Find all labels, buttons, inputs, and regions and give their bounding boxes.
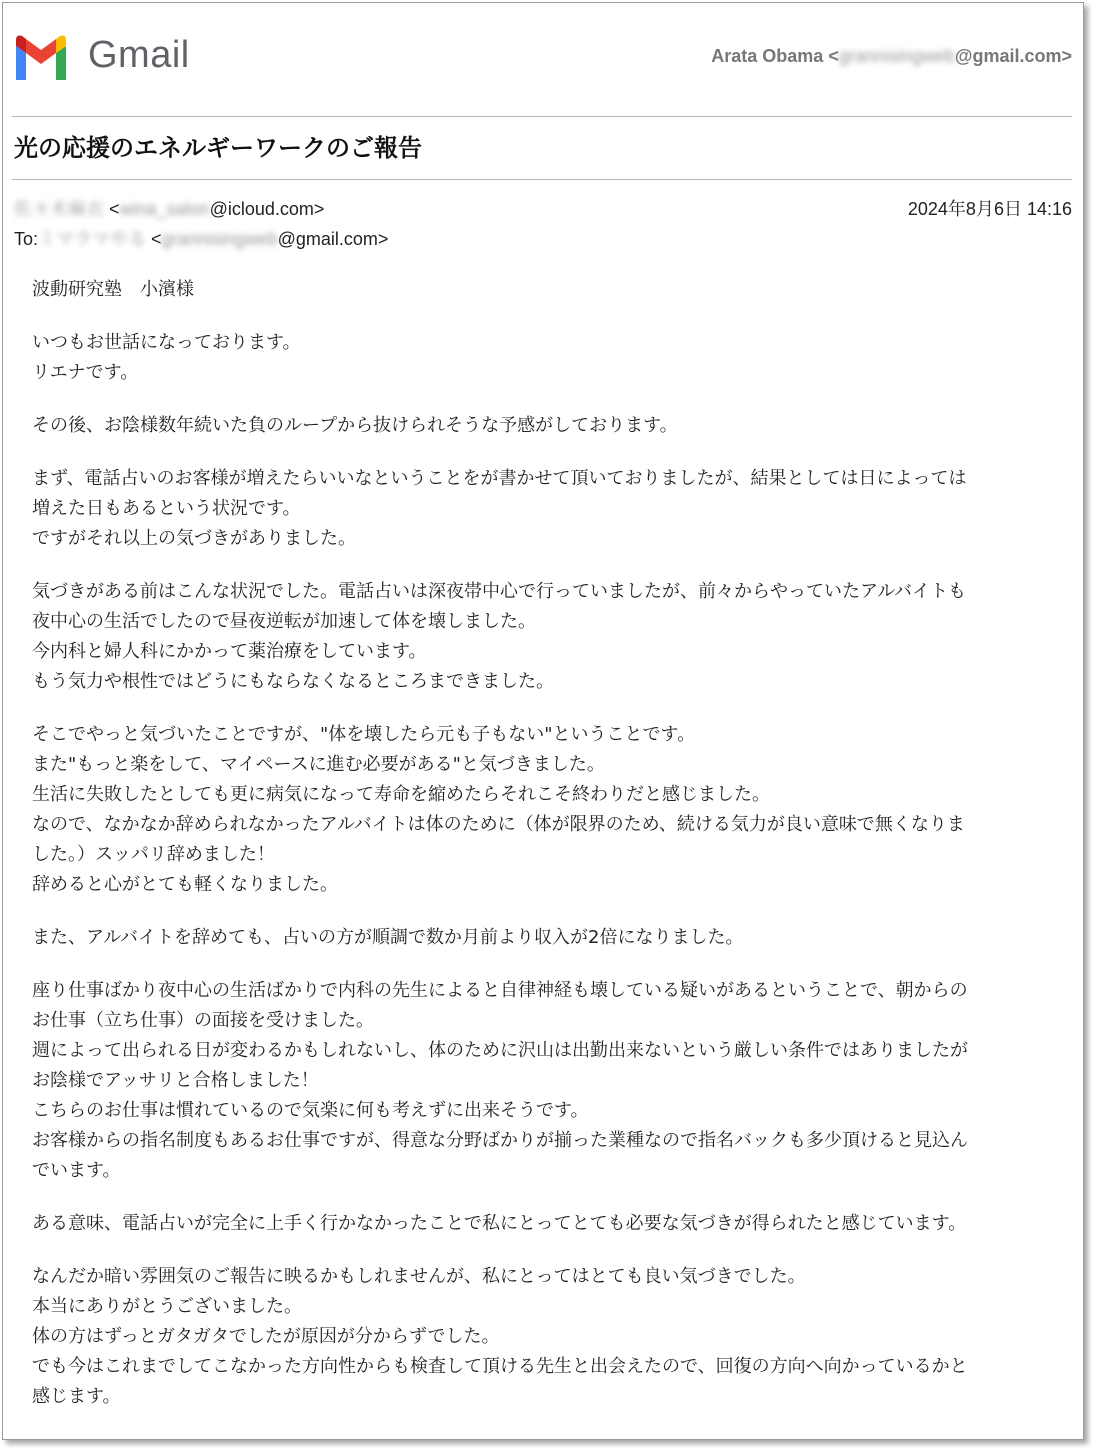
body-line: でも今はこれまでしてこなかった方向性からも検査して頂ける先生と出会えたので、回復の方向へ向かっているかと — [32, 1356, 968, 1377]
sender-name-redacted: 佐々木麻衣 — [14, 199, 104, 219]
body-line: こちらのお仕事は慣れているので気楽に何も考えずに出来そうです。 — [32, 1100, 589, 1121]
body-paragraph — [32, 720, 1052, 900]
body-line: お客様からの指名制度もあるお仕事ですが、得意な分野ばかりが揃った業種なので指名バックも多少頂けると見込ん — [32, 1130, 968, 1151]
body-line: 週によって出られる日が変わるかもしれないし、体のために沢山は出勤出来ないという厳しい条件ではありましたが — [32, 1040, 968, 1061]
account-info — [711, 46, 1072, 67]
gmail-header — [12, 30, 1072, 86]
body-line: ですがそれ以上の気づきがありました。 — [32, 528, 356, 549]
body-line: お陰様でアッサリと合格しました！ — [32, 1070, 319, 1091]
sender-email-open: < — [104, 199, 120, 219]
account-email-open: < — [828, 46, 839, 66]
body-line: もう気力や根性ではどうにもならなくなるところまできました。 — [32, 671, 554, 692]
gmail-wordmark: Gmail — [88, 34, 190, 76]
body-paragraph — [32, 411, 1052, 441]
body-line: した。）スッパリ辞めました！ — [32, 844, 275, 865]
body-line: なので、なかなか辞められなかったアルバイトは体のために（体が限界のため、続ける気力が良い意味で無くなりま — [32, 814, 965, 835]
sender-email-domain: @icloud.com> — [209, 199, 325, 219]
body-line: でいます。 — [32, 1160, 121, 1181]
body-line: 波動研究塾 小濱様 — [32, 279, 194, 300]
body-paragraph — [32, 1262, 1052, 1412]
body-line: 気づきがある前はこんな状況でした。電話占いは深夜帯中心で行っていましたが、前々からやっていたアルバイトも — [32, 581, 967, 602]
body-line: なんだか暗い雰囲気のご報告に映るかもしれませんが、私にとってはとても良い気づきでした。 — [32, 1266, 806, 1287]
body-paragraph — [32, 1209, 1052, 1239]
recipient-email-redacted: grannisingweb — [161, 229, 278, 249]
body-paragraph — [32, 275, 1052, 305]
body-paragraph — [32, 328, 1052, 388]
body-line: 今内科と婦人科にかかって薬治療をしています。 — [32, 641, 427, 662]
account-email-redacted: grannisingweb — [838, 46, 955, 66]
body-line: お仕事（立ち仕事）の面接を受けました。 — [32, 1010, 374, 1031]
account-name: Arata Obama — [711, 46, 824, 66]
email-date: 2024年8月6日 14:16 — [907, 199, 1072, 219]
body-line: 体の方はずっとガタガタでしたが原因が分からずでした。 — [32, 1326, 500, 1347]
body-paragraph — [32, 923, 1052, 953]
subject-divider — [12, 179, 1072, 180]
email-subject: 光の応援のエネルギーワークのご報告 — [14, 134, 422, 162]
body-line: ある意味、電話占いが完全に上手く行かなかったことで私にとってとても必要な気づきが得られたと感じています。 — [32, 1213, 967, 1234]
body-line: また、アルバイトを辞めても、占いの方が順調で数か月前より収入が2倍になりました。 — [32, 927, 744, 948]
sender-row — [14, 195, 1072, 221]
recipient-email-domain: @gmail.com> — [277, 229, 389, 249]
body-line: いつもお世話になっております。 — [32, 332, 301, 353]
recipient-row — [14, 225, 1072, 251]
recipient-email-open: < — [146, 229, 162, 249]
body-line: その後、お陰様数年続いた負のループから抜けられそうな予感がしております。 — [32, 415, 678, 436]
to-label: To: — [14, 229, 39, 249]
body-line: 増えた日もあるという状況です。 — [32, 498, 301, 519]
recipient-name-redacted: ミマラマやる — [38, 229, 147, 249]
gmail-logo-icon — [12, 34, 70, 80]
body-line: リエナです。 — [32, 362, 139, 383]
body-line: 本当にありがとうございました。 — [32, 1296, 302, 1317]
body-line: また"もっと楽をして、マイペースに進む必要がある"と気づきました。 — [32, 754, 605, 775]
body-line: 生活に失敗したとしても更に病気になって寿命を縮めたらそれこそ終わりだと感じました。 — [32, 784, 770, 805]
body-line: そこでやっと気づいたことですが、"体を壊したら元も子もない"ということです。 — [32, 724, 696, 745]
body-paragraph — [32, 464, 1052, 554]
body-line: 座り仕事ばかり夜中心の生活ばかりで内科の先生によると自律神経も壊している疑いがあるということで、朝からの — [32, 980, 968, 1001]
email-body — [32, 275, 1052, 1435]
sender-email-redacted: wina_salon — [119, 199, 210, 219]
body-line: 辞めると心がとても軽くなりました。 — [32, 874, 338, 895]
body-line: 夜中心の生活でしたので昼夜逆転が加速して体を壊しました。 — [32, 611, 536, 632]
body-line: まず、電話占いのお客様が増えたらいいなということをが書かせて頂いておりましたが、結果としては日によっては — [32, 468, 967, 489]
account-email-domain: @gmail.com> — [954, 46, 1072, 66]
body-paragraph — [32, 976, 1052, 1186]
body-paragraph — [32, 577, 1052, 697]
header-divider — [12, 116, 1072, 117]
body-line: 感じます。 — [32, 1386, 121, 1407]
